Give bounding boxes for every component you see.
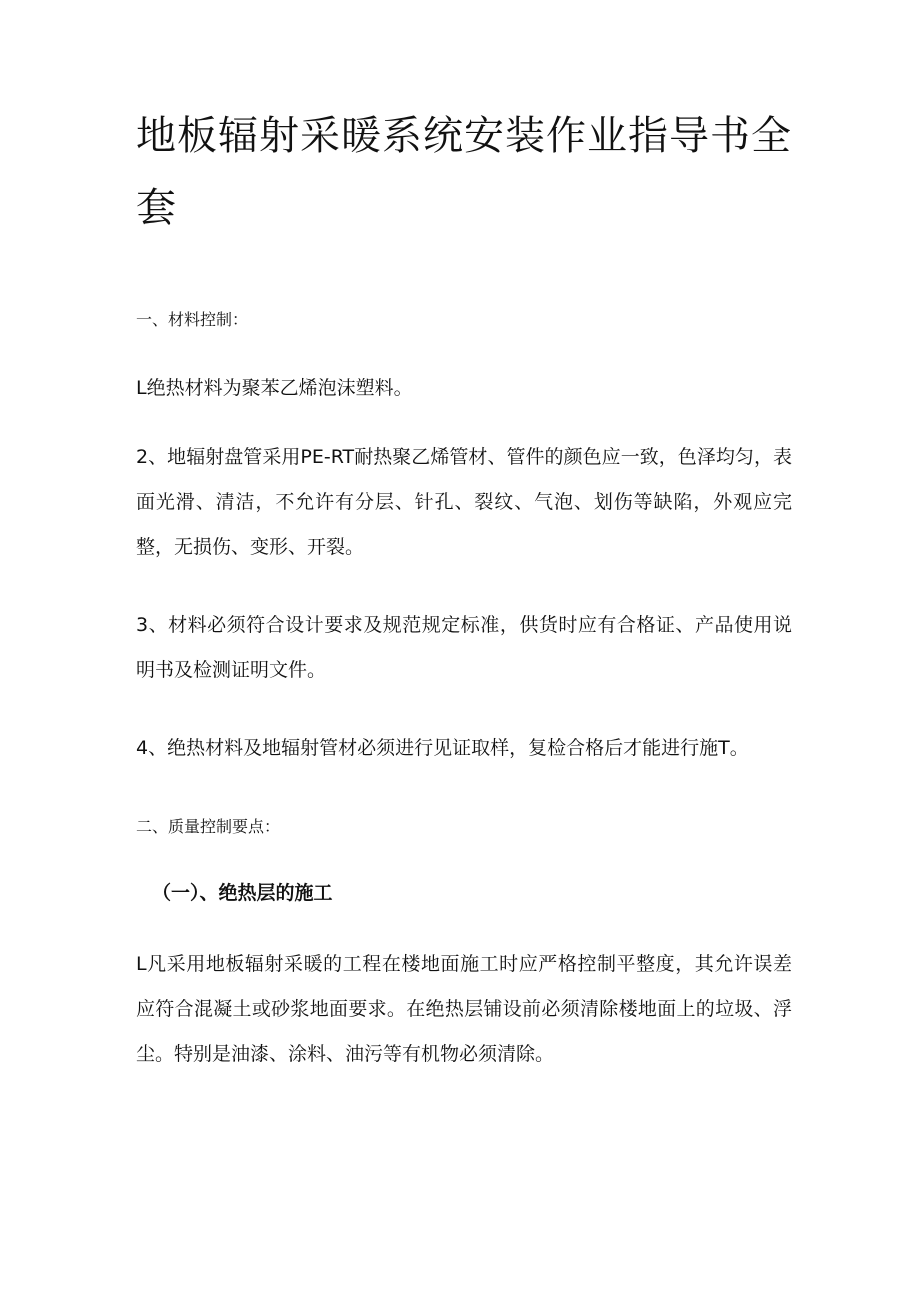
subheading-insulation-layer: （一）、绝热层的施工 (152, 882, 333, 904)
paragraph-materials-2: 2、地辐射盘管采用PE-RT耐热聚乙烯管材、管件的颜色应一致，色泽均匀，表面光滑、清洁，不允许有分层、针孔、裂纹、气泡、划伤等缺陷，外观应完整，无损伤、变形、开裂。 (136, 446, 792, 558)
paragraph-materials-3: 3、材料必须符合设计要求及规范规定标准，供货时应有合格证、产品使用说明书及检测证明文件。 (136, 614, 792, 681)
paragraph-materials-4: 4、绝热材料及地辐射管材必须进行见证取样，复检合格后才能进行施T。 (136, 737, 749, 759)
paragraph-materials-1: L绝热材料为聚苯乙烯泡沫塑料。 (136, 377, 413, 399)
paragraph-insulation-1: L凡采用地板辐射采暖的工程在楼地面施工时应严格控制平整度，其允许误差应符合混凝土或砂浆地面要求。在绝热层铺设前必须清除楼地面上的垃圾、浮尘。特别是油漆、涂料、油污等有机物必须清除。 (136, 953, 792, 1065)
section-heading-quality: 二、质量控制要点： (136, 817, 281, 836)
section-heading-materials: 一、材料控制： (136, 310, 249, 329)
document-title: 地板辐射采暖系统安装作业指导书全套 (136, 113, 792, 231)
